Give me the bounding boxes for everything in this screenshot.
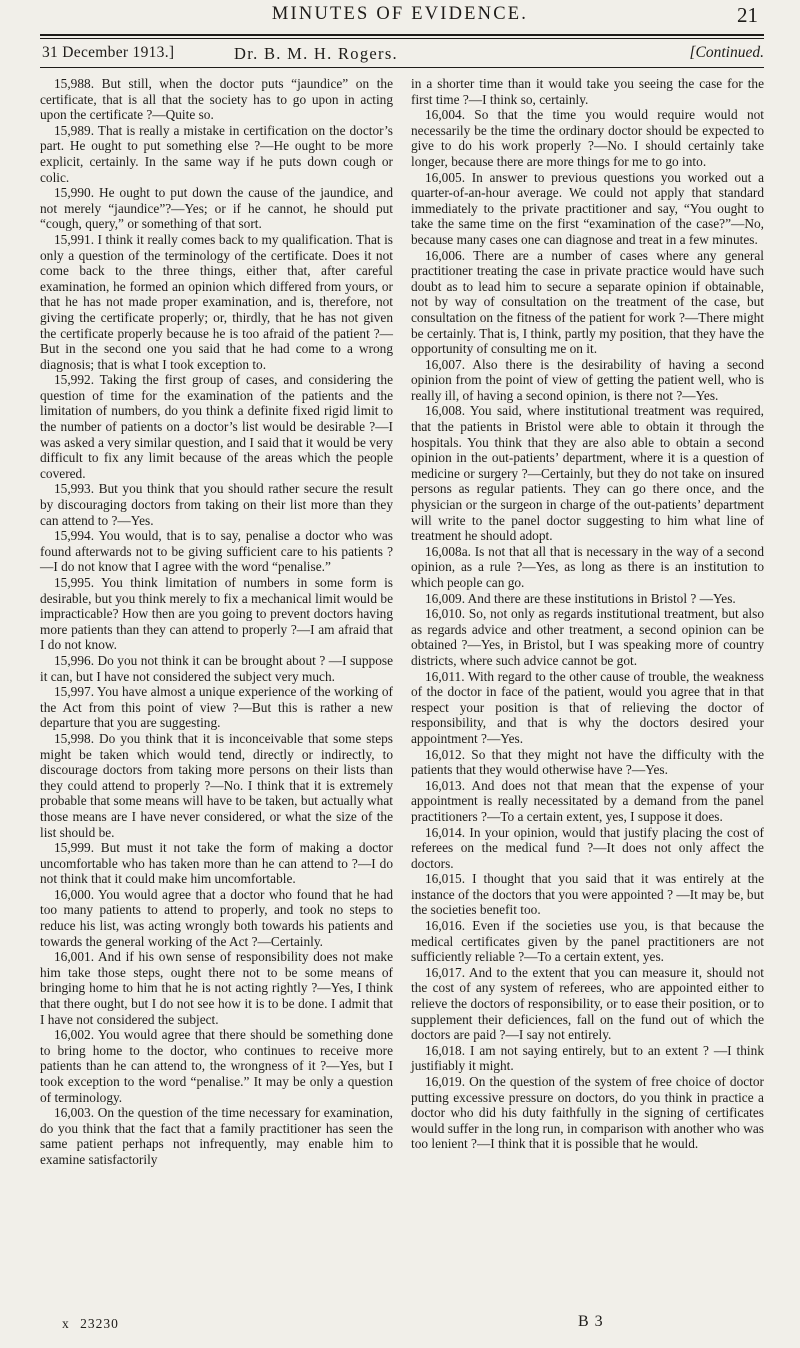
evidence-paragraph: 16,007. Also there is the desirability of having a second opinion from the point of view of getting the patient well, who is really ill, of having a second opinion, is there not ?—Yes. <box>411 356 764 403</box>
print-code: x 23230 <box>62 1316 119 1331</box>
sitting-date: 31 December 1913.] <box>42 44 175 61</box>
continued-label: [Continued. <box>689 44 764 61</box>
evidence-paragraph: 16,013. And does not that mean that the expense of your appointment is really necessitated by a demand from the panel practitioners ?—To a certain extent, yes, I suppose it does. <box>411 777 764 824</box>
running-title: MINUTES OF EVIDENCE. <box>271 4 529 24</box>
evidence-paragraph: 16,016. Even if the societies use you, is that because the medical certificates given by the panel practitioners are not sufficiently reliable ?—To a certain extent, yes. <box>411 918 764 965</box>
evidence-paragraph: 15,996. Do you not think it can be brought about ? —I suppose it can, but I have not considered the subject very much. <box>40 652 393 684</box>
page-number: 21 <box>737 3 758 27</box>
evidence-paragraph: 16,019. On the question of the system of free choice of doctor putting excessive pressure on doctors, do you think in practice a doctor who did his duty faithfully in the signing of certificates would suffer in the long run, in comparison with another who was too lenient ?—I think that it is possible that he would. <box>411 1074 764 1152</box>
header-rule-top-thin <box>40 38 764 39</box>
right-column <box>411 76 764 1152</box>
evidence-paragraph: 15,989. That is really a mistake in certification on the doctor’s part. He ought to put something else ?—He ought to be more explicit, certainly. In the same way if he puts down cough or colic. <box>40 122 393 185</box>
evidence-paragraph: 16,002. You would agree that there should be something done to bring home to the doctor, who continues to receive more patients than he can attend to, the wrongness of it ?—Yes, but I took exception to the word “penalise.” It may be only a question of terminology. <box>40 1027 393 1105</box>
evidence-paragraph: 16,004. So that the time you would require would not necessarily be the time the ordinary doctor should be expected to give to do his work properly ?—No. I should certainly take longer, because there are more things for me to go into. <box>411 107 764 169</box>
evidence-paragraph: 15,998. Do you think that it is inconceivable that some steps might be taken which would tend, directly or indirectly, to discourage doctors from taking more persons on their lists than they could attend to properly ?—No. I think that it is extremely probable that some means will have to be taken, but actually what those means are I have never considered, or what the size of the list should be. <box>40 730 393 840</box>
evidence-paragraph: 16,009. And there are these institutions in Bristol ? —Yes. <box>425 590 736 606</box>
evidence-paragraph: 15,995. You think limitation of numbers in some form is desirable, but you think merely to fix a mechanical limit would be impracticable? How then are you going to prevent doctors having more patients than they can attend to properly ?—I am afraid that I do not know. <box>40 575 393 653</box>
evidence-paragraph: 16,012. So that they might not have the difficulty with the patients that they would otherwise have ?—Yes. <box>411 746 764 778</box>
witness-name: Dr. B. M. H. Rogers. <box>234 44 398 63</box>
evidence-paragraph: 15,990. He ought to put down the cause of the jaundice, and not merely “jaundice”?—Yes; or if he cannot, he should put “cough, query,” or something of that sort. <box>40 185 393 232</box>
evidence-paragraph: 16,018. I am not saying entirely, but to an extent ? —I think justifiably it might. <box>411 1042 764 1074</box>
evidence-paragraph: 16,003. On the question of the time necessary for examination, do you think that the fact that a family practitioner has seen the same patient perhaps not infrequently, may enable him to examine satisfactorily <box>40 1105 393 1167</box>
evidence-paragraph: 15,993. But you think that you should rather secure the result by discouraging doctors from taking on their list more than they can attend to ?—Yes. <box>40 481 393 528</box>
evidence-paragraph: 16,017. And to the extent that you can measure it, should not the cost of any system of referees, who are appointed either to relieve the doctors of responsibility, or to ease their position, or to supplement their deficiences, fall on the fund out of which the doctors are paid ?—I say not entirely. <box>411 964 764 1043</box>
evidence-paragraph: 15,988. But still, when the doctor puts “jaundice” on the certificate, that is all that the society has to go upon in acting upon the certificate ?—Quite so. <box>40 76 393 123</box>
header-rule-top <box>40 34 764 36</box>
evidence-paragraph: 16,001. And if his own sense of responsibility does not make him take those steps, ought there not to be some means of bringing home to him that he is not acting rightly ?—Yes, I think that there ought, but I do not see how it is to be done. I admit that I have not considered the subject. <box>40 949 393 1027</box>
left-column <box>40 76 393 1168</box>
evidence-paragraph: 16,011. With regard to the other cause of trouble, the weakness of the doctor in face of the patient, would you agree that in that respect your position is that of relieving the doctor of responsibility, and that is why the doctors desired your appointment ?—Yes. <box>411 668 764 746</box>
header-row <box>42 44 764 66</box>
evidence-paragraph: 15,992. Taking the first group of cases, and considering the question of time for the examination of the patients and the limitation of numbers, do you think a definite fixed rigid limit to the number of patients on a doctor’s list would be desirable ?—I was asked a very similar question, and I said that it would be very difficult to fix any limit because of the areas which the people covered. <box>40 372 393 481</box>
evidence-paragraph: 16,008a. Is not that all that is necessary in the way of a second opinion, as a rule ?—Yes, as long as there is an institution to which people can go. <box>411 543 764 590</box>
evidence-paragraph: 16,000. You would agree that a doctor who found that he had too many patients to attend to properly, and took no steps to reduce his list, was acting wrongly both towards his patients and towards the general working of the Act ?—Certainly. <box>40 886 393 949</box>
evidence-paragraph: 16,008. You said, where institutional treatment was required, that the patients in Bristol were able to obtain it through the hospitals. You think that they are also able to obtain a second opinion in the out-patients’ department, where it is a question of medicine or surgery ?—Certainly, but they do not take on insured persons as regular patients. They can go there once, and the physician or the surgeon in charge of the out-patients’ department will write to the panel doctor suggesting to him what line of treatment he should adopt. <box>411 403 764 544</box>
evidence-paragraph: 16,010. So, not only as regards institutional treatment, but also as regards advice and other treatment, a second opinion can be obtained ?—Yes, in Bristol, but I was speaking more of country districts, where such advice cannot be got. <box>411 606 764 668</box>
evidence-paragraph: 16,014. In your opinion, would that justify placing the cost of referees on the medical fund ?—It does not only affect the doctors. <box>411 824 764 871</box>
evidence-paragraph: 16,005. In answer to previous questions you worked out a quarter-of-an-hour average. We could not apply that standard immediately to the private practitioner and say, “You ought to take the same time on the first “examination of the case?”—No, because many cases one can diagnose and treat in a few minutes. <box>411 169 764 247</box>
evidence-paragraph: 16,015. I thought that you said that it was entirely at the instance of the doctors that you were appointed ? —It may be, but the societies benefit too. <box>411 871 764 918</box>
evidence-paragraph: 16,006. There are a number of cases where any general practitioner treating the case in private practice would have such doubt as to lead him to secure a separate opinion if obtainable, not by way of consultation on the treatment of the case, but consultation on the fitness of the patient for work ?—There might be certainly. That is, I think, partly my position, that they have the opportunity of consulting me on it. <box>411 247 764 357</box>
evidence-paragraph: 15,991. I think it really comes back to my qualification. That is only a question of the terminology of the certificate. Does it not come back to the three things, either that, after careful examination, he formed an opinion which differed from yours, or that he has not made proper examination, and is, therefore, not giving the certificate properly; or, thirdly, that he has not given the certificate properly because he is too afraid of the patient ?—But in the second one you said that he had come to a wrong diagnosis; that is what I took exception to. <box>40 231 393 372</box>
evidence-paragraph: 15,994. You would, that is to say, penalise a doctor who was found afterwards not to be giving sufficient care to his patients ?—I do not know that I agree with the word “penalise.” <box>40 528 393 575</box>
evidence-paragraph: 15,999. But must it not take the form of making a doctor uncomfortable who has taken more than he can attend to ?—I do not think that it could make him uncomfortable. <box>40 840 393 887</box>
evidence-paragraph: in a shorter time than it would take you seeing the case for the first time ?—I think so, certainly. <box>411 76 764 107</box>
signature-mark: B 3 <box>578 1313 604 1330</box>
header-rule-bottom <box>40 67 764 68</box>
evidence-paragraph: 15,997. You have almost a unique experience of the working of the Act from this point of view ?—But this is rather a new departure that you are suggesting. <box>40 684 393 731</box>
